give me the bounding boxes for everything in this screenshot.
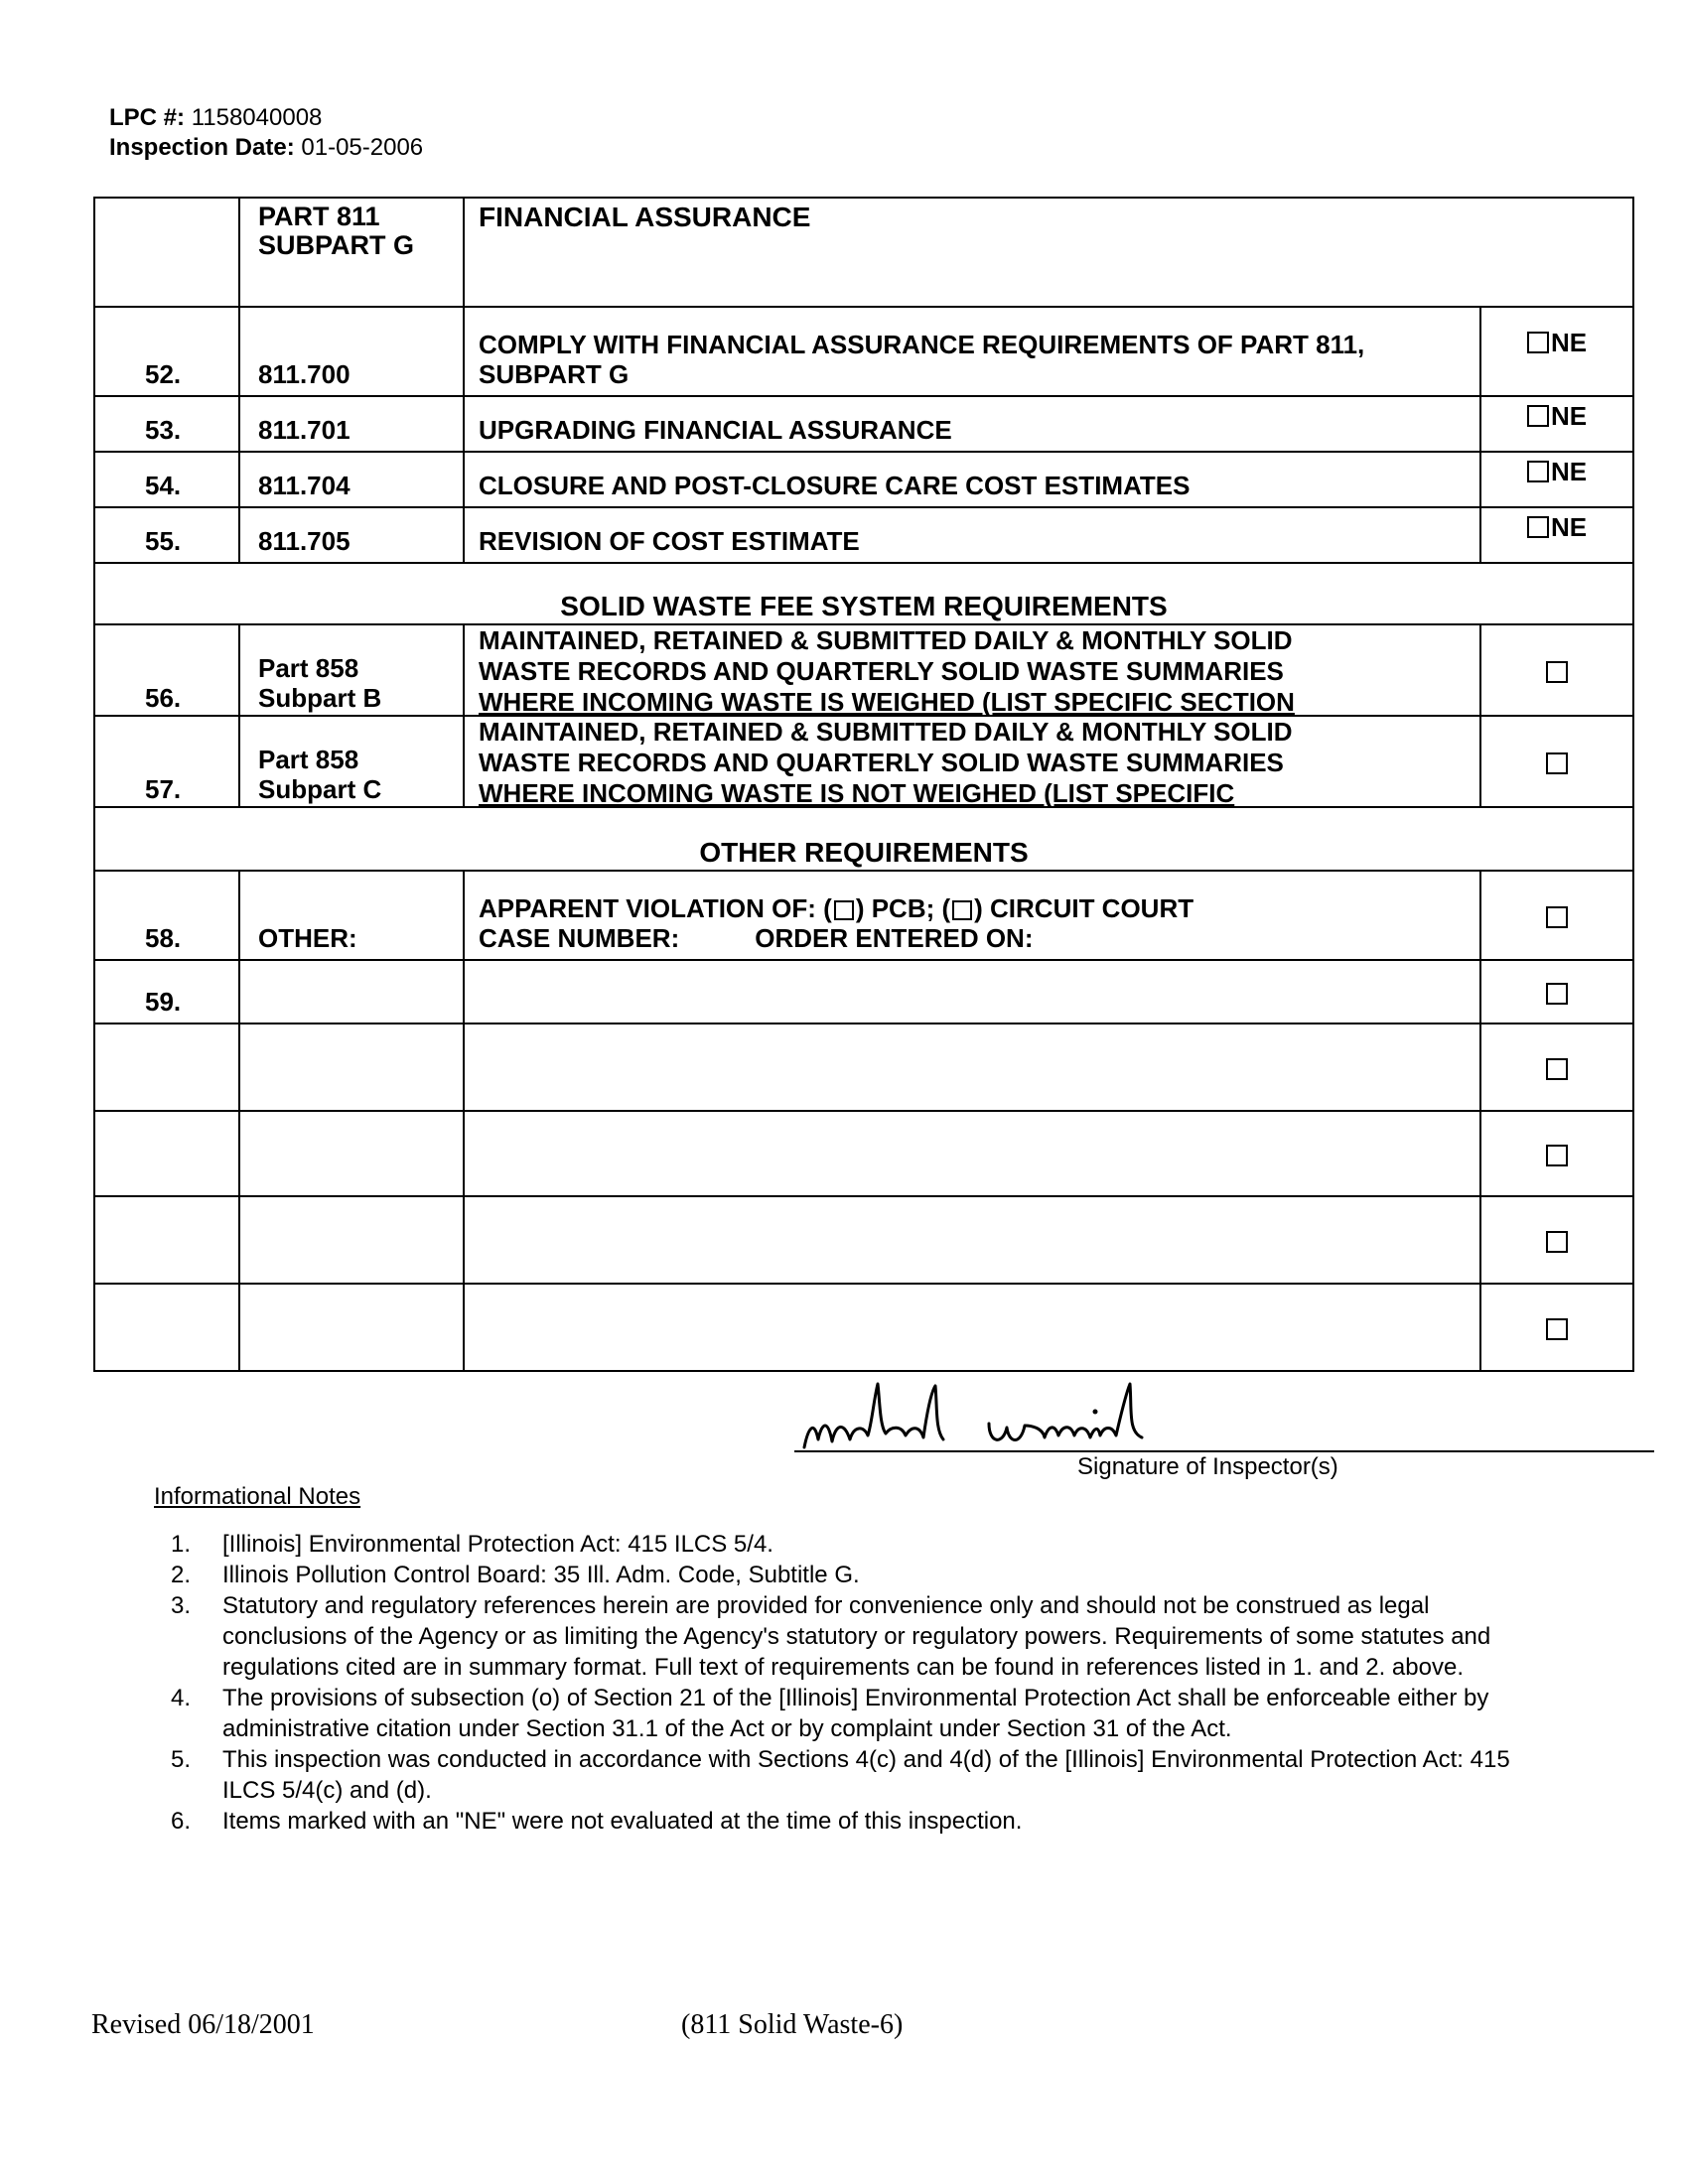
ne-checkbox-cell[interactable]: NE bbox=[1480, 307, 1633, 396]
checkbox[interactable] bbox=[1527, 516, 1549, 538]
table-row bbox=[94, 452, 1633, 507]
row-description: MAINTAINED, RETAINED & SUBMITTED DAILY & MONTHLY SOLID bbox=[479, 717, 1293, 747]
checkbox-cell[interactable] bbox=[1480, 1196, 1633, 1284]
row-description: WHERE INCOMING WASTE IS NOT WEIGHED (LIST SPECIFIC bbox=[479, 778, 1235, 806]
ne-checkbox-cell[interactable]: NE bbox=[1480, 452, 1633, 507]
row-reference: 811.705 bbox=[239, 507, 464, 563]
blank-description-cell[interactable] bbox=[464, 1196, 1480, 1284]
lpc-number: LPC #: 1158040008 bbox=[109, 104, 323, 131]
section-title-other-requirements: OTHER REQUIREMENTS bbox=[94, 807, 1633, 871]
blank-reference-cell[interactable] bbox=[239, 1196, 464, 1284]
table-row bbox=[94, 1024, 1633, 1111]
row-description: WASTE RECORDS AND QUARTERLY SOLID WASTE SUMMARIES bbox=[479, 748, 1284, 777]
row-description: COMPLY WITH FINANCIAL ASSURANCE REQUIREMENTS OF PART 811, SUBPART G bbox=[464, 307, 1480, 396]
blank-description-cell[interactable] bbox=[464, 960, 1480, 1024]
row-number: 53. bbox=[94, 396, 239, 452]
row-description: CLOSURE AND POST-CLOSURE CARE COST ESTIMATES bbox=[464, 452, 1480, 507]
checkbox[interactable] bbox=[1546, 752, 1568, 774]
section-row bbox=[94, 563, 1633, 624]
signature-line bbox=[794, 1450, 1654, 1452]
row-reference: Part 858 bbox=[258, 745, 359, 774]
ne-checkbox-cell[interactable]: NE bbox=[1480, 396, 1633, 452]
row-number: 57. bbox=[94, 716, 239, 807]
circuit-court-checkbox[interactable] bbox=[952, 900, 972, 920]
blank-reference-cell[interactable] bbox=[239, 1024, 464, 1111]
checkbox[interactable] bbox=[1527, 332, 1549, 353]
checkbox[interactable] bbox=[1527, 461, 1549, 482]
blank-description-cell[interactable] bbox=[464, 1024, 1480, 1111]
list-item: 3. Statutory and regulatory references herein are provided for convenience only and should not be construed as legal conclusions of the Agency or as limiting the Agency's statutory or regulatory powers. Requirements of some statutes and regulations cited are in summary format. Full text of requirements can be found in references listed in 1. and 2. above. bbox=[171, 1592, 1491, 1681]
table-header-row bbox=[94, 198, 1633, 307]
ne-checkbox-cell[interactable]: NE bbox=[1480, 507, 1633, 563]
table-row bbox=[94, 1284, 1633, 1371]
table-row bbox=[94, 1111, 1633, 1196]
list-item: 2. Illinois Pollution Control Board: 35 Ill. Adm. Code, Subtitle G. bbox=[171, 1562, 860, 1588]
table-row bbox=[94, 960, 1633, 1024]
row-reference: Part 858 bbox=[258, 653, 359, 683]
checklist-table bbox=[93, 197, 1634, 1372]
list-item: 1. [Illinois] Environmental Protection Act: 415 ILCS 5/4. bbox=[171, 1531, 773, 1558]
header-part-ref: PART 811 SUBPART G bbox=[239, 198, 464, 307]
checkbox-cell[interactable] bbox=[1480, 716, 1633, 807]
pcb-checkbox[interactable] bbox=[834, 900, 854, 920]
checkbox[interactable] bbox=[1546, 661, 1568, 683]
checkbox-cell[interactable] bbox=[1480, 1111, 1633, 1196]
signature-label: Signature of Inspector(s) bbox=[1077, 1453, 1338, 1480]
row-description: WHERE INCOMING WASTE IS WEIGHED (LIST SPECIFIC SECTION bbox=[479, 687, 1295, 715]
section-title-solid-waste-fee: SOLID WASTE FEE SYSTEM REQUIREMENTS bbox=[94, 563, 1633, 624]
row-reference: 811.701 bbox=[239, 396, 464, 452]
table-row bbox=[94, 507, 1633, 563]
checkbox-cell[interactable] bbox=[1480, 960, 1633, 1024]
row-description: WASTE RECORDS AND QUARTERLY SOLID WASTE SUMMARIES bbox=[479, 656, 1284, 686]
table-row bbox=[94, 1196, 1633, 1284]
blank-reference-cell[interactable] bbox=[239, 960, 464, 1024]
checkbox[interactable] bbox=[1546, 906, 1568, 928]
table-row bbox=[94, 871, 1633, 960]
row-reference: 811.704 bbox=[239, 452, 464, 507]
checkbox[interactable] bbox=[1546, 1318, 1568, 1340]
row-number: 56. bbox=[94, 624, 239, 716]
row-description: REVISION OF COST ESTIMATE bbox=[464, 507, 1480, 563]
list-item: 4. The provisions of subsection (o) of Section 21 of the [Illinois] Environmental Protection Act shall be enforceable either by administrative citation under Section 31.1 of the Act or by complaint under Section 31 of the Act. bbox=[171, 1685, 1489, 1742]
table-row bbox=[94, 624, 1633, 716]
blank-reference-cell[interactable] bbox=[239, 1111, 464, 1196]
list-item: 5. This inspection was conducted in accordance with Sections 4(c) and 4(d) of the [Illinois] Environmental Protection Act: 415 ILCS 5/4(c) and (d). bbox=[171, 1746, 1510, 1804]
row-reference-subpart: Subpart C bbox=[258, 774, 382, 804]
checkbox-cell[interactable] bbox=[1480, 1024, 1633, 1111]
row-number: 54. bbox=[94, 452, 239, 507]
checkbox[interactable] bbox=[1546, 1058, 1568, 1080]
row-number: 58. bbox=[94, 871, 239, 960]
apparent-violation-line: APPARENT VIOLATION OF: ( ) PCB; ( ) CIRCUIT COURT bbox=[479, 893, 1194, 923]
checkbox-cell[interactable] bbox=[1480, 871, 1633, 960]
table-row bbox=[94, 396, 1633, 452]
checkbox-cell[interactable] bbox=[1480, 1284, 1633, 1371]
row-reference: 811.700 bbox=[239, 307, 464, 396]
inspection-date: Inspection Date: 01-05-2006 bbox=[109, 134, 424, 161]
checkbox-cell[interactable] bbox=[1480, 624, 1633, 716]
revision-date: Revised 06/18/2001 bbox=[91, 2009, 315, 2040]
page-footer: (811 Solid Waste-6) bbox=[681, 2009, 904, 2040]
blank-reference-cell[interactable] bbox=[239, 1284, 464, 1371]
table-row bbox=[94, 716, 1633, 807]
blank-description-cell[interactable] bbox=[464, 1111, 1480, 1196]
row-description: UPGRADING FINANCIAL ASSURANCE bbox=[464, 396, 1480, 452]
table-row bbox=[94, 307, 1633, 396]
inspector-signature bbox=[794, 1370, 1261, 1459]
section-title-financial-assurance: FINANCIAL ASSURANCE bbox=[464, 198, 1633, 307]
checkbox[interactable] bbox=[1546, 1231, 1568, 1253]
checkbox[interactable] bbox=[1527, 405, 1549, 427]
checkbox[interactable] bbox=[1546, 1145, 1568, 1166]
row-reference: OTHER: bbox=[239, 871, 464, 960]
row-reference-subpart: Subpart B bbox=[258, 683, 382, 713]
informational-notes-list bbox=[149, 1529, 1519, 1837]
case-number-line: CASE NUMBER: ORDER ENTERED ON: bbox=[479, 923, 1034, 953]
row-number: 52. bbox=[94, 307, 239, 396]
section-row bbox=[94, 807, 1633, 871]
blank-description-cell[interactable] bbox=[464, 1284, 1480, 1371]
row-number: 59. bbox=[94, 960, 239, 1024]
row-description: MAINTAINED, RETAINED & SUBMITTED DAILY & MONTHLY SOLID bbox=[479, 625, 1293, 655]
list-item: 6. Items marked with an "NE" were not evaluated at the time of this inspection. bbox=[171, 1808, 1023, 1835]
checkbox[interactable] bbox=[1546, 983, 1568, 1005]
informational-notes-title: Informational Notes bbox=[154, 1483, 361, 1510]
row-number: 55. bbox=[94, 507, 239, 563]
